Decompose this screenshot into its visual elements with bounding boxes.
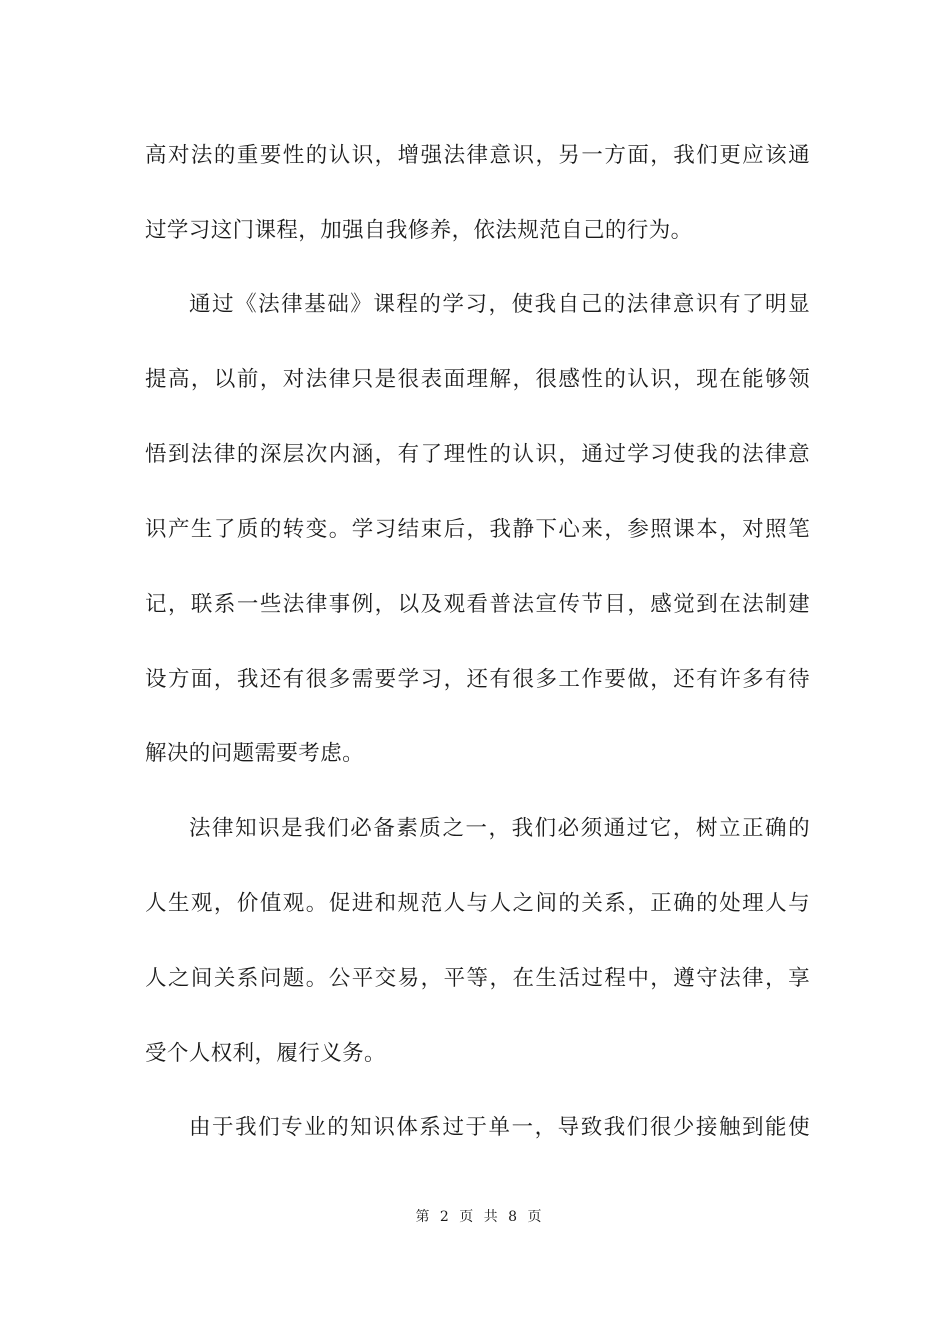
paragraph-4-line-1: 由于我们专业的知识体系过于单一，导致我们很少接触到能使 [189, 1115, 810, 1140]
paragraph-3-line-1: 法律知识是我们必备素质之一，我们必须通过它，树立正确的 [189, 816, 810, 841]
paragraph-3-line-4: 受个人权利，履行义务。 [145, 1041, 386, 1066]
paragraph-2-line-7: 解决的问题需要考虑。 [145, 741, 365, 766]
paragraph-1-line-2: 过学习这门课程，加强自我修养，依法规范自己的行为。 [145, 218, 693, 243]
paragraph-2-line-6: 设方面，我还有很多需要学习，还有很多工作要做，还有许多有待 [145, 667, 810, 692]
paragraph-2-line-1: 通过《法律基础》课程的学习，使我自己的法律意识有了明显 [189, 292, 810, 317]
paragraph-2-line-4: 识产生了质的转变。学习结束后，我静下心来，参照课本，对照笔 [145, 517, 810, 542]
paragraph-3-line-2: 人生观，价值观。促进和规范人与人之间的关系，正确的处理人与 [145, 891, 810, 916]
paragraph-1-line-1: 高对法的重要性的认识，增强法律意识，另一方面，我们更应该通 [145, 143, 810, 168]
paragraph-2-line-5: 记，联系一些法律事例，以及观看普法宣传节目，感觉到在法制建 [145, 592, 810, 617]
page-number-footer: 第 2 页 共 8 页 [415, 1209, 545, 1225]
paragraph-3-line-3: 人之间关系问题。公平交易，平等，在生活过程中，遵守法律，享 [145, 966, 810, 991]
paragraph-2-line-2: 提高，以前，对法律只是很表面理解，很感性的认识，现在能够领 [145, 367, 810, 392]
paragraph-2-line-3: 悟到法律的深层次内涵，有了理性的认识，通过学习使我的法律意 [145, 442, 810, 467]
